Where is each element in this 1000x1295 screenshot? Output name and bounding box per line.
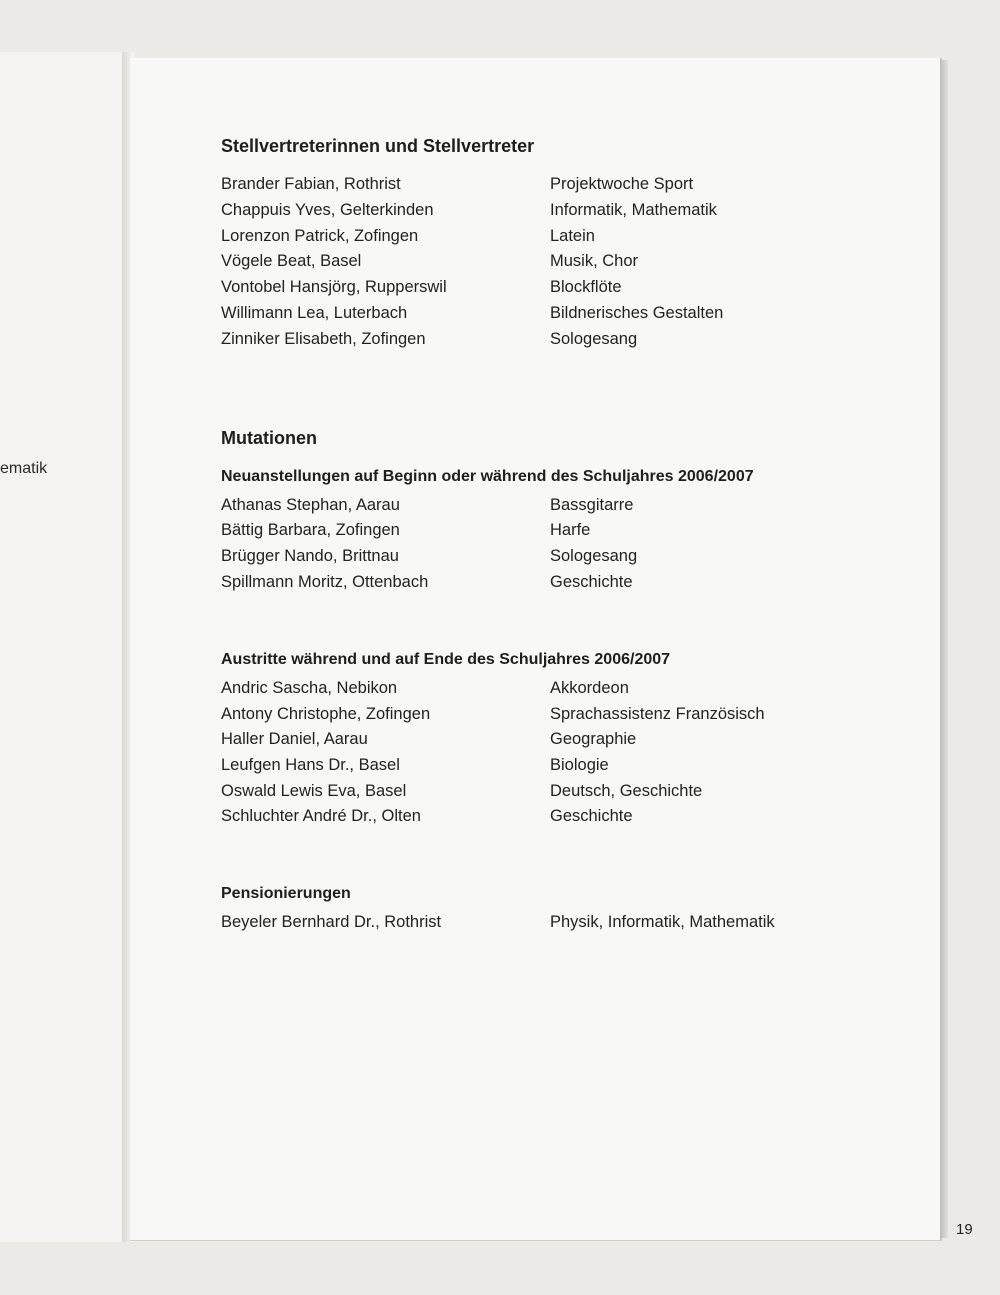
person-subject: Deutsch, Geschichte	[550, 782, 703, 800]
person-name: Oswald Lewis Eva, Basel	[221, 782, 407, 800]
person-subject: Informatik, Mathematik	[550, 201, 717, 219]
left-page-text-fragment: ematik	[0, 460, 48, 477]
subsection-title-neuanstellungen: Neuanstellungen auf Beginn oder während des Schuljahres 2006/2007	[221, 468, 754, 485]
person-name: Beyeler Bernhard Dr., Rothrist	[221, 913, 442, 931]
person-name: Lorenzon Patrick, Zofingen	[221, 227, 419, 245]
person-name: Willimann Lea, Luterbach	[221, 304, 408, 322]
person-name: Brander Fabian, Rothrist	[221, 175, 401, 193]
page-number: 19	[956, 1221, 973, 1238]
person-subject: Akkordeon	[550, 679, 629, 697]
page-edge	[940, 60, 948, 1238]
person-name: Brügger Nando, Brittnau	[221, 547, 399, 565]
person-name: Andric Sascha, Nebikon	[221, 679, 398, 697]
person-name: Zinniker Elisabeth, Zofingen	[221, 330, 426, 348]
person-subject: Musik, Chor	[550, 252, 639, 270]
section-title-stellvertreter: Stellvertreterinnen und Stellvertreter	[221, 136, 535, 156]
person-subject: Bildnerisches Gestalten	[550, 304, 724, 322]
person-subject: Bassgitarre	[550, 496, 634, 514]
person-name: Haller Daniel, Aarau	[221, 730, 368, 748]
person-subject: Sologesang	[550, 547, 638, 565]
person-subject: Sprachassistenz Französisch	[550, 705, 765, 723]
person-subject: Biologie	[550, 756, 609, 774]
person-subject: Blockflöte	[550, 278, 622, 296]
person-subject: Geographie	[550, 730, 637, 748]
person-name: Chappuis Yves, Gelterkinden	[221, 201, 434, 219]
person-name: Schluchter André Dr., Olten	[221, 807, 421, 825]
person-name: Athanas Stephan, Aarau	[221, 496, 400, 514]
subsection-title-austritte: Austritte während und auf Ende des Schuljahres 2006/2007	[221, 651, 671, 668]
right-page	[130, 58, 973, 1241]
person-subject: Geschichte	[550, 573, 633, 591]
person-subject: Latein	[550, 227, 595, 245]
left-page	[0, 52, 123, 1242]
person-name: Leufgen Hans Dr., Basel	[221, 756, 400, 774]
person-subject: Geschichte	[550, 807, 633, 825]
person-name: Vögele Beat, Basel	[221, 252, 362, 270]
person-name: Vontobel Hansjörg, Rupperswil	[221, 278, 447, 296]
person-subject: Physik, Informatik, Mathematik	[550, 913, 775, 931]
person-subject: Sologesang	[550, 330, 638, 348]
person-name: Bättig Barbara, Zofingen	[221, 521, 400, 539]
person-name: Antony Christophe, Zofingen	[221, 705, 431, 723]
person-subject: Harfe	[550, 521, 591, 539]
person-name: Spillmann Moritz, Ottenbach	[221, 573, 429, 591]
person-subject: Projektwoche Sport	[550, 175, 694, 193]
subsection-title-pensionierungen: Pensionierungen	[221, 885, 351, 902]
section-title-mutationen: Mutationen	[221, 428, 317, 448]
